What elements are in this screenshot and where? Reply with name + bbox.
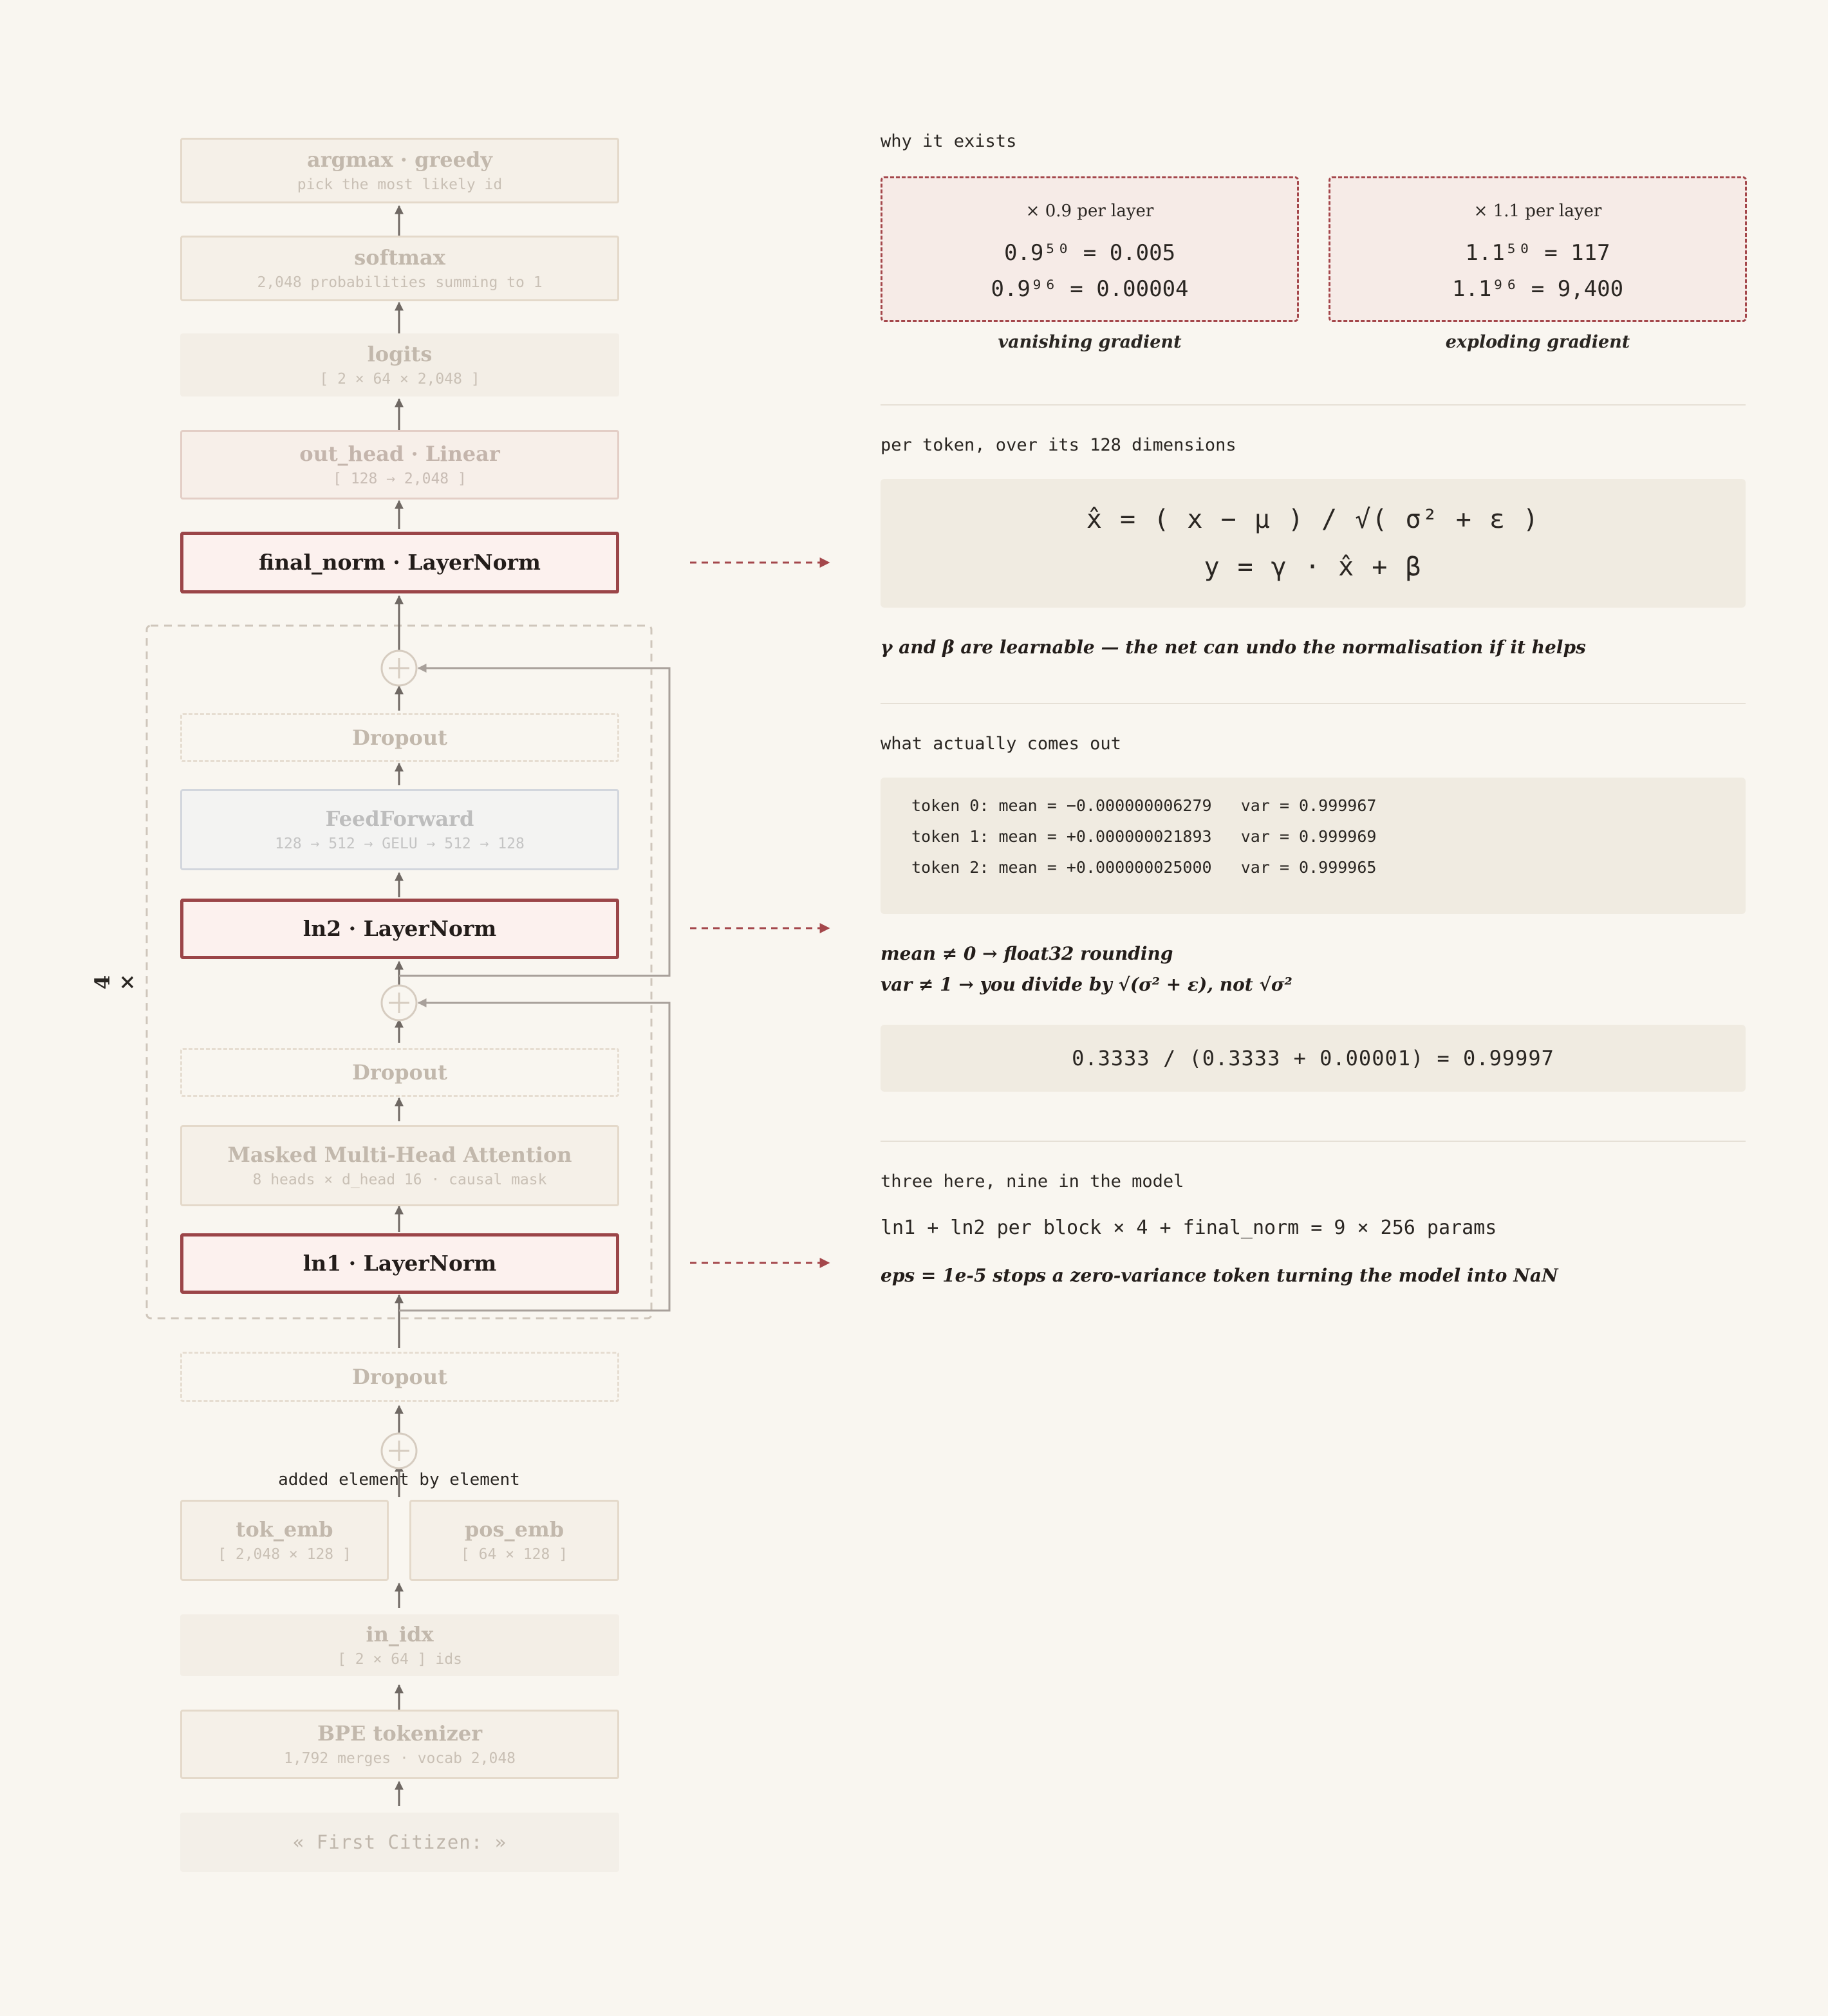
logits-node	[180, 333, 619, 397]
vanishing-eq-2: 0.9⁹⁶ = 0.00004	[991, 276, 1189, 302]
divider	[881, 404, 1746, 406]
add-note-label: added element by element	[278, 1470, 520, 1489]
output-heading: what actually comes out	[881, 734, 1121, 754]
feedforward-title: FeedForward	[325, 807, 474, 831]
ln1-node	[180, 1233, 619, 1294]
formula-line-2: y = γ · x̂ + β	[1204, 552, 1422, 582]
dropout-mid-title: Dropout	[352, 1060, 447, 1085]
softmax-node	[180, 236, 619, 301]
why-heading: why it exists	[881, 131, 1017, 151]
logits-title: logits	[367, 342, 433, 366]
eps-note: eps = 1e-5 stops a zero-variance token turning the model into NaN	[881, 1265, 1558, 1286]
out-head-title: out_head · Linear	[299, 442, 500, 466]
vanishing-label: vanishing gradient	[998, 332, 1182, 352]
formula-note: γ and β are learnable — the net can undo the normalisation if it helps	[881, 637, 1586, 658]
exploding-eq-2: 1.1⁹⁶ = 9,400	[1451, 276, 1624, 302]
pos-emb-title: pos_emb	[464, 1517, 564, 1542]
attention-sub: 8 heads × d_head 16 · causal mask	[252, 1171, 547, 1188]
output-panel	[881, 778, 1746, 914]
vanishing-caption: × 0.9 per layer	[1025, 201, 1154, 221]
feedforward-node	[180, 789, 619, 870]
dropout-mid-node	[180, 1048, 619, 1097]
input-text: « First Citizen: »	[292, 1831, 507, 1853]
formula-panel	[881, 479, 1746, 608]
stat-row-2: token 2: mean = +0.000000025000 var = 0.999965	[911, 858, 1377, 877]
tokenizer-sub: 1,792 merges · vocab 2,048	[283, 1750, 516, 1767]
formula-heading: per token, over its 128 dimensions	[881, 435, 1236, 455]
stat-row-1: token 1: mean = +0.000000021893 var = 0.999969	[911, 827, 1377, 846]
attention-title: Masked Multi-Head Attention	[227, 1143, 572, 1167]
stat-row-0: token 0: mean = −0.000000006279 var = 0.999967	[911, 796, 1377, 815]
tokenizer-title: BPE tokenizer	[317, 1721, 483, 1746]
repeat-count-label: 4 ×	[90, 973, 139, 991]
residual-lines	[399, 668, 669, 1311]
final-norm-node	[180, 532, 619, 593]
logits-sub: [ 2 × 64 × 2,048 ]	[319, 371, 480, 387]
argmax-title: argmax · greedy	[307, 147, 492, 172]
out-head-sub: [ 128 → 2,048 ]	[333, 471, 467, 487]
argmax-node	[180, 138, 619, 203]
pos-emb-node	[409, 1500, 619, 1581]
count-line: ln1 + ln2 per block × 4 + final_norm = 9 × 256 params	[881, 1217, 1497, 1239]
dropout-embed-node	[180, 1352, 619, 1402]
pointer-arrows	[690, 563, 829, 1263]
vanishing-eq-1: 0.9⁵⁰ = 0.005	[1003, 240, 1176, 266]
exploding-caption: × 1.1 per layer	[1473, 201, 1602, 221]
argmax-sub: pick the most likely id	[297, 176, 503, 193]
ln1-title: ln1 · LayerNorm	[303, 1251, 497, 1276]
attention-node	[180, 1125, 619, 1206]
tokenizer-node	[180, 1710, 619, 1779]
vanishing-card	[881, 176, 1299, 322]
pos-emb-sub: [ 64 × 128 ]	[460, 1546, 568, 1563]
var-note: var ≠ 1 → you divide by √(σ² + ε), not √σ²	[881, 974, 1292, 995]
dropout-embed-title: Dropout	[352, 1365, 447, 1389]
mean-note: mean ≠ 0 → float32 rounding	[881, 943, 1173, 964]
calc-panel	[881, 1025, 1746, 1092]
ln2-title: ln2 · LayerNorm	[303, 916, 497, 941]
exploding-card	[1329, 176, 1747, 322]
tok-emb-title: tok_emb	[236, 1517, 333, 1542]
out-head-node	[180, 430, 619, 499]
divider	[881, 703, 1746, 704]
dropout-top-node	[180, 713, 619, 762]
in-idx-node	[180, 1614, 619, 1676]
ln2-node	[180, 899, 619, 959]
formula-line-1: x̂ = ( x − μ ) / √( σ² + ε )	[1086, 505, 1540, 534]
final-norm-title: final_norm · LayerNorm	[259, 550, 541, 575]
input-text-node	[180, 1813, 619, 1872]
tok-emb-sub: [ 2,048 × 128 ]	[218, 1546, 351, 1563]
exploding-label: exploding gradient	[1445, 332, 1630, 352]
softmax-sub: 2,048 probabilities summing to 1	[257, 274, 543, 291]
softmax-title: softmax	[354, 245, 445, 270]
calc-line: 0.3333 / (0.3333 + 0.00001) = 0.99997	[1072, 1046, 1554, 1070]
dropout-top-title: Dropout	[352, 725, 447, 750]
in-idx-title: in_idx	[366, 1622, 434, 1647]
exploding-eq-1: 1.1⁵⁰ = 117	[1465, 240, 1610, 266]
feedforward-sub: 128 → 512 → GELU → 512 → 128	[275, 835, 525, 852]
in-idx-sub: [ 2 × 64 ] ids	[337, 1651, 462, 1668]
tok-emb-node	[180, 1500, 389, 1581]
divider	[881, 1141, 1746, 1142]
count-heading: three here, nine in the model	[881, 1171, 1184, 1191]
